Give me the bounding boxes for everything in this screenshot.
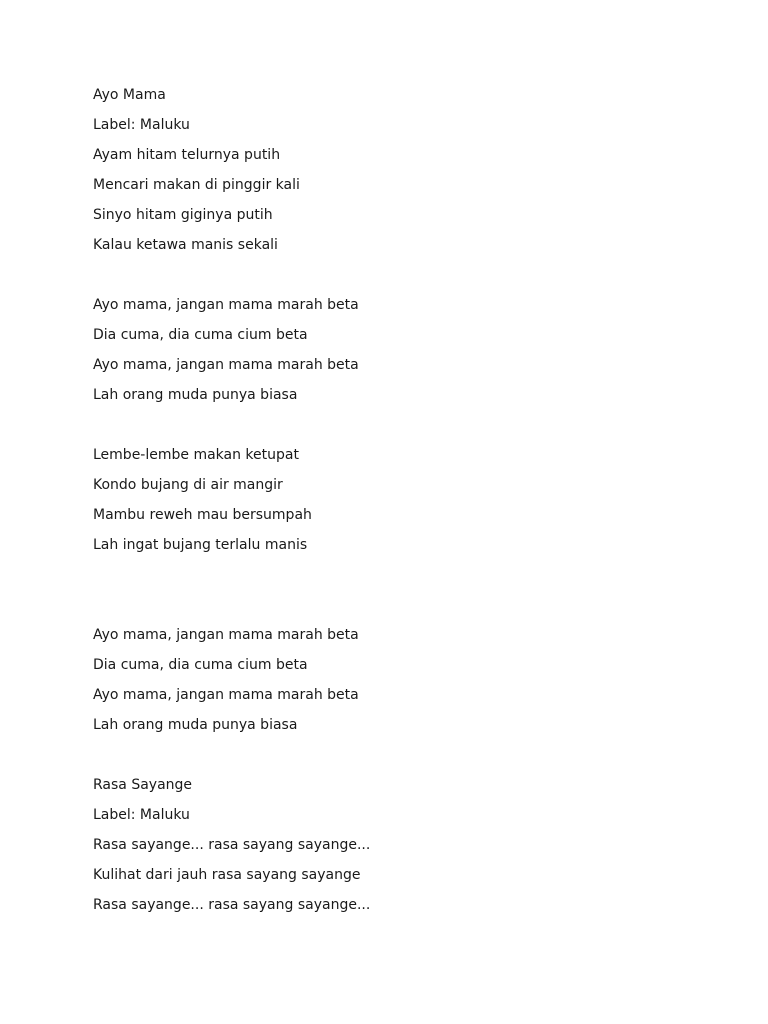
lyric-line: Kalau ketawa manis sekali [93, 237, 278, 253]
lyric-line: Ayo mama, jangan mama marah beta [93, 687, 359, 703]
lyric-line: Lah ingat bujang terlalu manis [93, 537, 308, 553]
lyric-line: Sinyo hitam giginya putih [93, 207, 273, 223]
lyric-line: Lah orang muda punya biasa [93, 387, 298, 403]
lyric-line: Rasa sayange... rasa sayang sayange... [93, 897, 371, 913]
stanza-spacer [93, 264, 693, 294]
stanza-spacer [93, 744, 693, 774]
chorus [93, 294, 693, 414]
lyric-line: Rasa sayange... rasa sayang sayange... [93, 837, 371, 853]
lyric-line: Mambu reweh mau bersumpah [93, 507, 312, 523]
lyric-line: Dia cuma, dia cuma cium beta [93, 657, 308, 673]
song-title: Rasa Sayange [93, 777, 193, 793]
lyric-line: Lembe-lembe makan ketupat [93, 447, 299, 463]
stanza-spacer [93, 414, 693, 444]
lyric-line: Lah orang muda punya biasa [93, 717, 298, 733]
verse [93, 834, 693, 924]
song-label: Label: Maluku [93, 807, 190, 823]
song-title: Ayo Mama [93, 87, 166, 103]
lyric-line: Mencari makan di pinggir kali [93, 177, 300, 193]
lyric-line: Ayo mama, jangan mama marah beta [93, 297, 359, 313]
lyric-line: Ayam hitam telurnya putih [93, 147, 281, 163]
verse [93, 444, 693, 564]
song-label: Label: Maluku [93, 117, 190, 133]
lyric-line: Ayo mama, jangan mama marah beta [93, 627, 359, 643]
verse [93, 144, 693, 264]
lyric-line: Kulihat dari jauh rasa sayang sayange [93, 867, 361, 883]
lyric-line: Ayo mama, jangan mama marah beta [93, 357, 359, 373]
chorus [93, 624, 693, 744]
stanza-spacer [93, 564, 693, 624]
lyrics-body [93, 84, 693, 924]
lyric-line: Dia cuma, dia cuma cium beta [93, 327, 308, 343]
lyric-line: Kondo bujang di air mangir [93, 477, 283, 493]
